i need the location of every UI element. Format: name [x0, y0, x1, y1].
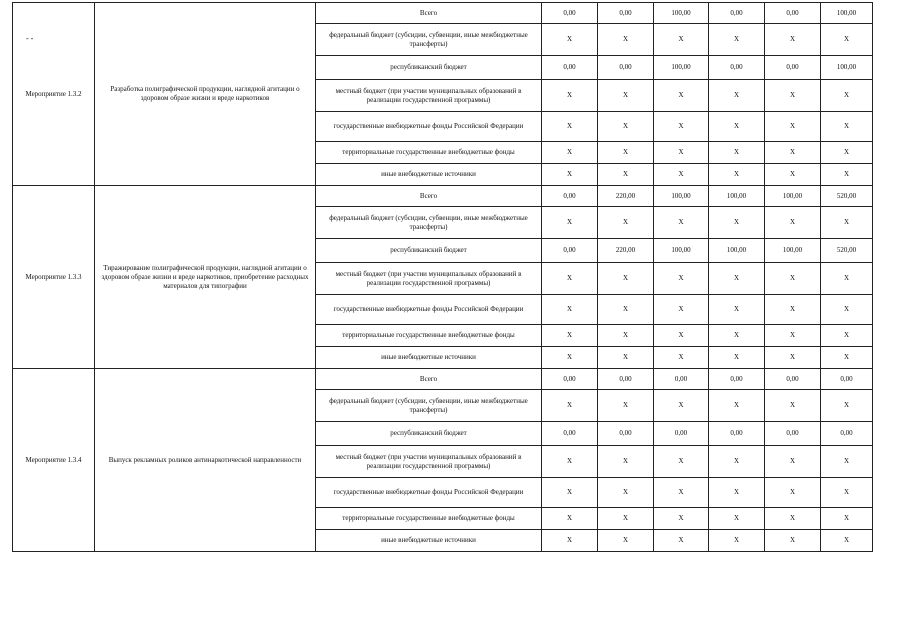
amount-cell: X — [709, 112, 765, 142]
amount-cell: X — [598, 24, 654, 56]
amount-cell: X — [821, 142, 873, 164]
amount-cell: X — [598, 508, 654, 530]
amount-cell: X — [765, 295, 821, 325]
amount-cell: X — [709, 295, 765, 325]
amount-cell: X — [654, 347, 709, 369]
measure-description: Разработка полиграфической продукции, наглядной агитации о здоровом образе жизни и вреде наркотиков — [95, 3, 316, 186]
amount-cell: 0,00 — [598, 56, 654, 80]
stray-mark: - - — [26, 34, 34, 43]
amount-cell: X — [654, 80, 709, 112]
amount-cell: 0,00 — [821, 422, 873, 446]
funding-source: Всего — [316, 369, 542, 390]
amount-cell: X — [542, 508, 598, 530]
amount-cell: X — [765, 207, 821, 239]
amount-cell: X — [654, 390, 709, 422]
amount-cell: X — [765, 80, 821, 112]
amount-cell: X — [598, 80, 654, 112]
amount-cell: X — [598, 325, 654, 347]
amount-cell: X — [654, 446, 709, 478]
amount-cell: 0,00 — [598, 3, 654, 24]
amount-cell: X — [821, 207, 873, 239]
amount-cell: X — [542, 446, 598, 478]
amount-cell: X — [654, 112, 709, 142]
amount-cell: X — [542, 263, 598, 295]
measure-name: Мероприятие 1.3.3 — [13, 186, 95, 369]
amount-cell: X — [765, 390, 821, 422]
amount-cell: X — [654, 164, 709, 186]
funding-source: иные внебюджетные источники — [316, 530, 542, 552]
amount-cell: X — [598, 142, 654, 164]
amount-cell: X — [821, 530, 873, 552]
amount-cell: X — [765, 142, 821, 164]
funding-source: республиканский бюджет — [316, 239, 542, 263]
amount-cell: X — [765, 112, 821, 142]
amount-cell: X — [598, 164, 654, 186]
amount-cell: X — [709, 80, 765, 112]
amount-cell: 0,00 — [654, 369, 709, 390]
funding-source: Всего — [316, 3, 542, 24]
amount-cell: 520,00 — [821, 239, 873, 263]
amount-cell: 0,00 — [542, 186, 598, 207]
amount-cell: X — [598, 390, 654, 422]
amount-cell: X — [709, 164, 765, 186]
amount-cell: X — [542, 164, 598, 186]
measure-description: Тиражирование полиграфической продукции, наглядной агитации о здоровом образе жизни и вреде наркотиков, приобретение расходных материалов для типографии — [95, 186, 316, 369]
amount-cell: X — [821, 295, 873, 325]
amount-cell: X — [765, 478, 821, 508]
amount-cell: X — [765, 508, 821, 530]
amount-cell: 0,00 — [709, 422, 765, 446]
amount-cell: 0,00 — [765, 422, 821, 446]
amount-cell: X — [542, 478, 598, 508]
amount-cell: X — [765, 347, 821, 369]
amount-cell: X — [654, 207, 709, 239]
amount-cell: 0,00 — [765, 3, 821, 24]
table-body — [13, 3, 873, 552]
amount-cell: X — [598, 207, 654, 239]
funding-source: местный бюджет (при участии муниципальных образований в реализации государственной программы) — [316, 446, 542, 478]
funding-table — [12, 2, 873, 552]
amount-cell: X — [542, 347, 598, 369]
amount-cell: 100,00 — [654, 56, 709, 80]
amount-cell: X — [765, 263, 821, 295]
amount-cell: 100,00 — [821, 3, 873, 24]
amount-cell: X — [598, 295, 654, 325]
funding-source: местный бюджет (при участии муниципальных образований в реализации государственной программы) — [316, 80, 542, 112]
amount-cell: 0,00 — [765, 56, 821, 80]
amount-cell: X — [765, 446, 821, 478]
amount-cell: X — [765, 164, 821, 186]
funding-source: республиканский бюджет — [316, 56, 542, 80]
table-row — [13, 3, 873, 24]
amount-cell: X — [821, 325, 873, 347]
funding-source: территориальные государственные внебюджетные фонды — [316, 508, 542, 530]
amount-cell: X — [654, 530, 709, 552]
funding-source: государственные внебюджетные фонды Российской Федерации — [316, 295, 542, 325]
amount-cell: 100,00 — [709, 186, 765, 207]
amount-cell: 0,00 — [709, 369, 765, 390]
amount-cell: X — [542, 530, 598, 552]
amount-cell: X — [542, 112, 598, 142]
amount-cell: X — [821, 112, 873, 142]
amount-cell: 0,00 — [542, 56, 598, 80]
amount-cell: X — [598, 263, 654, 295]
amount-cell: 100,00 — [765, 186, 821, 207]
amount-cell: X — [821, 508, 873, 530]
amount-cell: X — [542, 24, 598, 56]
amount-cell: 0,00 — [542, 3, 598, 24]
amount-cell: X — [709, 390, 765, 422]
amount-cell: X — [542, 80, 598, 112]
amount-cell: X — [654, 263, 709, 295]
amount-cell: 0,00 — [542, 239, 598, 263]
measure-description: Выпуск рекламных роликов антинаркотической направленности — [95, 369, 316, 552]
amount-cell: 0,00 — [542, 369, 598, 390]
measure-name: Мероприятие 1.3.4 — [13, 369, 95, 552]
amount-cell: 100,00 — [654, 186, 709, 207]
amount-cell: X — [598, 446, 654, 478]
funding-source: федеральный бюджет (субсидии, субвенции, иные межбюджетные трансферты) — [316, 390, 542, 422]
amount-cell: X — [654, 325, 709, 347]
amount-cell: 100,00 — [765, 239, 821, 263]
funding-source: территориальные государственные внебюджетные фонды — [316, 325, 542, 347]
amount-cell: X — [709, 142, 765, 164]
amount-cell: 0,00 — [821, 369, 873, 390]
funding-source: местный бюджет (при участии муниципальных образований в реализации государственной программы) — [316, 263, 542, 295]
amount-cell: 100,00 — [654, 239, 709, 263]
amount-cell: X — [654, 24, 709, 56]
amount-cell: X — [821, 390, 873, 422]
amount-cell: X — [598, 112, 654, 142]
amount-cell: X — [709, 347, 765, 369]
amount-cell: 0,00 — [709, 3, 765, 24]
amount-cell: X — [821, 164, 873, 186]
funding-source: государственные внебюджетные фонды Российской Федерации — [316, 478, 542, 508]
funding-source: иные внебюджетные источники — [316, 164, 542, 186]
funding-source: федеральный бюджет (субсидии, субвенции, иные межбюджетные трансферты) — [316, 207, 542, 239]
funding-source: республиканский бюджет — [316, 422, 542, 446]
amount-cell: 100,00 — [654, 3, 709, 24]
amount-cell: X — [542, 390, 598, 422]
amount-cell: X — [765, 325, 821, 347]
funding-source: государственные внебюджетные фонды Российской Федерации — [316, 112, 542, 142]
amount-cell: X — [821, 347, 873, 369]
table-row — [13, 369, 873, 390]
amount-cell: 0,00 — [765, 369, 821, 390]
amount-cell: X — [709, 207, 765, 239]
amount-cell: X — [765, 530, 821, 552]
amount-cell: 220,00 — [598, 186, 654, 207]
funding-source: Всего — [316, 186, 542, 207]
amount-cell: X — [654, 508, 709, 530]
amount-cell: X — [709, 446, 765, 478]
amount-cell: X — [598, 347, 654, 369]
amount-cell: X — [709, 263, 765, 295]
amount-cell: 100,00 — [821, 56, 873, 80]
amount-cell: 220,00 — [598, 239, 654, 263]
amount-cell: X — [598, 478, 654, 508]
amount-cell: X — [821, 478, 873, 508]
amount-cell: X — [542, 325, 598, 347]
amount-cell: X — [709, 530, 765, 552]
amount-cell: X — [821, 80, 873, 112]
funding-source: территориальные государственные внебюджетные фонды — [316, 142, 542, 164]
amount-cell: X — [542, 295, 598, 325]
amount-cell: X — [821, 263, 873, 295]
amount-cell: X — [709, 325, 765, 347]
funding-source: федеральный бюджет (субсидии, субвенции, иные межбюджетные трансферты) — [316, 24, 542, 56]
table-row — [13, 186, 873, 207]
amount-cell: X — [709, 508, 765, 530]
amount-cell: 520,00 — [821, 186, 873, 207]
amount-cell: X — [654, 295, 709, 325]
amount-cell: X — [598, 530, 654, 552]
amount-cell: X — [765, 24, 821, 56]
amount-cell: X — [821, 24, 873, 56]
amount-cell: X — [821, 446, 873, 478]
amount-cell: 0,00 — [598, 369, 654, 390]
amount-cell: X — [709, 478, 765, 508]
amount-cell: 100,00 — [709, 239, 765, 263]
amount-cell: 0,00 — [542, 422, 598, 446]
funding-source: иные внебюджетные источники — [316, 347, 542, 369]
amount-cell: X — [542, 207, 598, 239]
amount-cell: X — [709, 24, 765, 56]
amount-cell: X — [654, 142, 709, 164]
amount-cell: 0,00 — [709, 56, 765, 80]
amount-cell: 0,00 — [654, 422, 709, 446]
amount-cell: 0,00 — [598, 422, 654, 446]
amount-cell: X — [542, 142, 598, 164]
measure-name: Мероприятие 1.3.2 — [13, 3, 95, 186]
amount-cell: X — [654, 478, 709, 508]
